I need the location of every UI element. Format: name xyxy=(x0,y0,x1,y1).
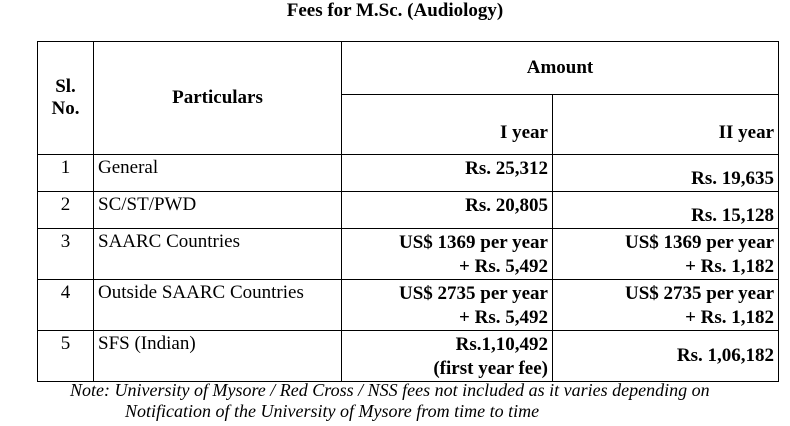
sl-no-cell: 3 xyxy=(38,229,94,280)
particulars-cell: General xyxy=(94,155,342,192)
year2-fee-cell: Rs. 19,635 xyxy=(553,155,779,192)
header-sl-no: Sl. No. xyxy=(38,42,94,155)
table-row xyxy=(38,155,779,192)
sl-no-cell: 2 xyxy=(38,192,94,229)
year2-fee-cell: US$ 1369 per year + Rs. 1,182 xyxy=(553,229,779,280)
sl-no-cell: 4 xyxy=(38,280,94,331)
header-year-2: II year xyxy=(553,95,779,155)
header-particulars: Particulars xyxy=(94,42,342,155)
year2-fee-cell: US$ 2735 per year + Rs. 1,182 xyxy=(553,280,779,331)
year1-fee-cell: Rs.1,10,492 (first year fee) xyxy=(342,331,553,382)
table-row xyxy=(38,192,779,229)
year1-fee-cell: Rs. 25,312 xyxy=(342,155,553,192)
table-row xyxy=(38,229,779,280)
particulars-cell: SC/ST/PWD xyxy=(94,192,342,229)
table-row xyxy=(38,331,779,382)
year2-fee-cell: Rs. 1,06,182 xyxy=(553,331,779,382)
year2-fee-cell: Rs. 15,128 xyxy=(553,192,779,229)
page-title: Fees for M.Sc. (Audiology) xyxy=(286,0,504,21)
particulars-cell: SAARC Countries xyxy=(94,229,342,280)
header-amount: Amount xyxy=(342,42,779,95)
footnote xyxy=(70,380,785,422)
particulars-cell: Outside SAARC Countries xyxy=(94,280,342,331)
table-row xyxy=(38,280,779,331)
year1-fee-cell: US$ 2735 per year + Rs. 5,492 xyxy=(342,280,553,331)
sl-no-cell: 5 xyxy=(38,331,94,382)
sl-no-cell: 1 xyxy=(38,155,94,192)
footnote-line-2: Notification of the University of Mysore from time to time xyxy=(125,401,540,421)
year1-fee-cell: Rs. 20,805 xyxy=(342,192,553,229)
particulars-cell: SFS (Indian) xyxy=(94,331,342,382)
header-year-1: I year xyxy=(342,95,553,155)
footnote-line-1: Note: University of Mysore / Red Cross / NSS fees not included as it varies depending on xyxy=(70,380,710,400)
fees-table xyxy=(37,41,779,382)
year1-fee-cell: US$ 1369 per year + Rs. 5,492 xyxy=(342,229,553,280)
